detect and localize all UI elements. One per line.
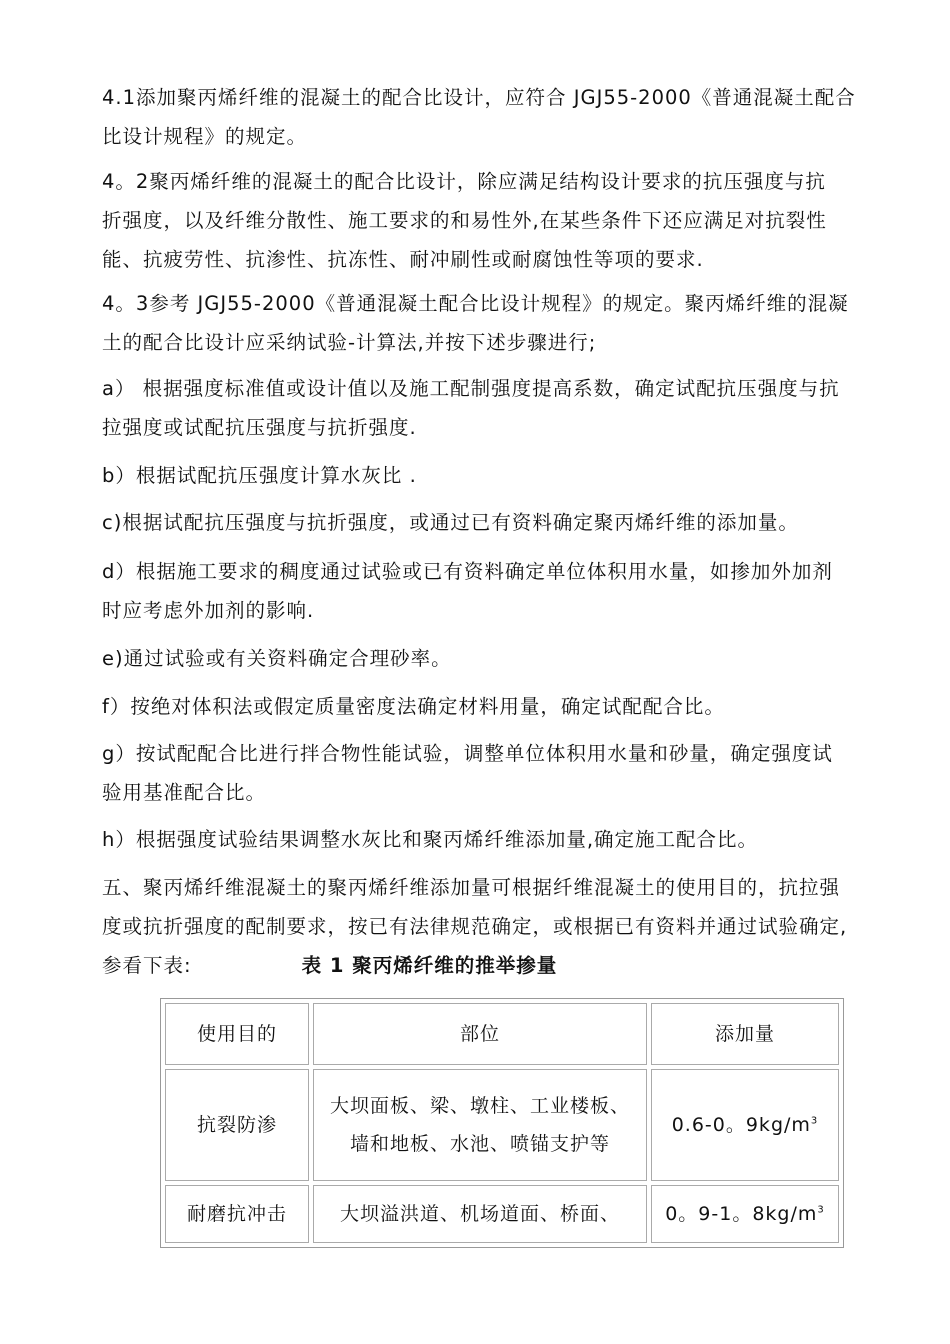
- cell-amount: [651, 1069, 839, 1181]
- dosage-table: [160, 998, 844, 1248]
- cell-location: [313, 1185, 647, 1243]
- paragraph-4-2: [102, 162, 912, 279]
- text-line: b）根据试配抗压强度计算水灰比 .: [102, 464, 417, 487]
- text-line: 比设计规程》的规定。: [102, 125, 308, 148]
- text-line: 能、抗疲劳性、抗渗性、抗冻性、耐冲刷性或耐腐蚀性等项的要求.: [102, 248, 704, 271]
- step-b: [102, 456, 912, 495]
- cell-amount: [651, 1185, 839, 1243]
- paragraph-4-3: [102, 284, 912, 362]
- text-line: a） 根据强度标准值或设计值以及施工配制强度提高系数，确定试配抗压强度与抗: [102, 377, 840, 400]
- amount-value: 0。9-1。8kg/m: [665, 1203, 818, 1225]
- step-d: [102, 552, 912, 630]
- text-line: d）根据施工要求的稠度通过试验或已有资料确定单位体积用水量，如掺加外加剂: [102, 560, 833, 583]
- step-e: [102, 639, 912, 678]
- text-line: 时应考虑外加剂的影响.: [102, 599, 315, 622]
- cell-purpose: 耐磨抗冲击: [165, 1185, 309, 1243]
- step-g: [102, 734, 912, 812]
- step-h: [102, 820, 912, 859]
- text-line: 拉强度或试配抗压强度与抗折强度.: [102, 416, 417, 439]
- cell-purpose: 抗裂防渗: [165, 1069, 309, 1181]
- text-line: 五、聚丙烯纤维混凝土的聚丙烯纤维添加量可根据纤维混凝土的使用目的，抗拉强: [102, 876, 841, 899]
- text-line: f）按绝对体积法或假定质量密度法确定材料用量，确定试配配合比。: [102, 695, 725, 718]
- section-5-paragraph: [102, 868, 912, 985]
- caption-line: [102, 946, 912, 985]
- cell-location: [313, 1069, 647, 1181]
- text-line: h）根据强度试验结果调整水灰比和聚丙烯纤维添加量,确定施工配合比。: [102, 828, 759, 851]
- text-line: g）按试配配合比进行拌合物性能试验，调整单位体积用水量和砂量，确定强度试: [102, 742, 833, 765]
- text-line: 验用基准配合比。: [102, 781, 267, 804]
- unit-superscript: 3: [817, 1204, 825, 1216]
- step-a: [102, 369, 912, 447]
- table-caption: 表 1 聚丙烯纤维的推举掺量: [301, 954, 558, 977]
- text-line: 4.1添加聚丙烯纤维的混凝土的配合比设计，应符合 JGJ55-2000《普通混凝土配合: [102, 86, 856, 109]
- text-line: c)根据试配抗压强度与抗折强度，或通过已有资料确定聚丙烯纤维的添加量。: [102, 511, 799, 534]
- text-line: e)通过试验或有关资料确定合理砂率。: [102, 647, 452, 670]
- text-line: 土的配合比设计应采纳试验-计算法,并按下述步骤进行;: [102, 331, 597, 354]
- paragraph-4-1: [102, 78, 912, 156]
- table-header-row: [165, 1003, 839, 1065]
- table-row: [165, 1069, 839, 1181]
- column-header-purpose: 使用目的: [165, 1003, 309, 1065]
- text-line: 折强度，以及纤维分散性、施工要求的和易性外,在某些条件下还应满足对抗裂性: [102, 209, 827, 232]
- cell-location-line: 大坝溢洪道、机场道面、桥面、: [339, 1203, 620, 1225]
- cell-location-line: 大坝面板、梁、墩柱、工业楼板、: [329, 1095, 630, 1117]
- amount-value: 0.6-0。9kg/m: [671, 1114, 811, 1136]
- unit-superscript: 3: [810, 1115, 819, 1127]
- table-row: [165, 1185, 839, 1243]
- step-c: [102, 503, 912, 542]
- cell-location-line: 墙和地板、水池、喷锚支护等: [349, 1133, 610, 1155]
- text-line: 4。3参考 JGJ55-2000《普通混凝土配合比设计规程》的规定。聚丙烯纤维的混凝: [102, 292, 849, 315]
- column-header-location: 部位: [313, 1003, 647, 1065]
- caption-prefix: 参看下表:: [102, 954, 192, 977]
- text-line: 4。2聚丙烯纤维的混凝土的配合比设计，除应满足结构设计要求的抗压强度与抗: [102, 170, 826, 193]
- step-f: [102, 687, 912, 726]
- text-line: 度或抗折强度的配制要求，按已有法律规范确定，或根据已有资料并通过试验确定,: [102, 915, 848, 938]
- column-header-amount: 添加量: [651, 1003, 839, 1065]
